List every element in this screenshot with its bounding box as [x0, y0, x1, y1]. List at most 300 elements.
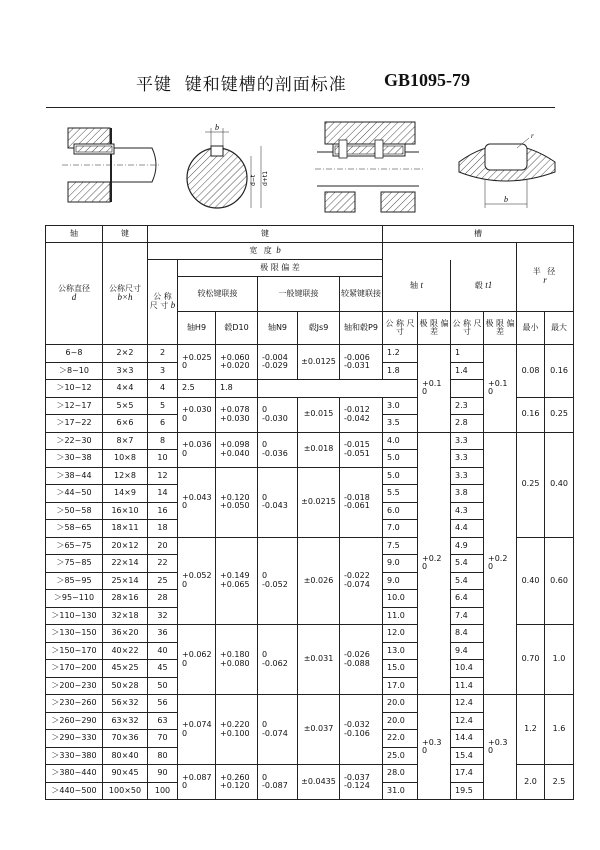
header-width: 宽 度 b [148, 243, 383, 260]
cell-width: 18 [148, 520, 178, 538]
cell-r-min: 1.2 [517, 695, 545, 765]
cell-t1: 2.3 [451, 397, 484, 415]
cell-t1: 17.4 [451, 765, 484, 783]
cell-t-tol [418, 432, 451, 695]
header-hub-depth: 毂 t1 [451, 260, 517, 312]
cell-diameter: ＞58~65 [46, 520, 103, 538]
cell-key-size: 80×40 [103, 747, 148, 765]
header-t-limit: 极 限 偏 差 [418, 312, 451, 345]
cell-n9-upper: 0 [262, 650, 268, 660]
cell-t: 10.0 [383, 590, 418, 608]
cell-diameter: ＞110~130 [46, 607, 103, 625]
cell-p9-upper: -0.032 [344, 720, 370, 730]
cell-r-min: 0.16 [517, 397, 545, 432]
cell-js9: ±0.0125 [298, 345, 340, 380]
table-header [46, 226, 574, 345]
cell-p9-upper: -0.012 [344, 405, 370, 415]
cell-t-tol-lower: 0 [422, 562, 428, 572]
cell-r-min: 0.40 [517, 537, 545, 625]
cell-diameter: 6~8 [46, 345, 103, 363]
cell-t1: 15.4 [451, 747, 484, 765]
cell-key-size: 45×25 [103, 660, 148, 678]
cell-t-tol-lower: 0 [422, 746, 428, 755]
cell-r-max: 2.5 [545, 765, 574, 800]
cell-diameter: ＞380~440 [46, 765, 103, 783]
cell-h9-lower: 0 [182, 501, 188, 510]
table-row [46, 695, 574, 713]
cell-h9-lower: 0 [182, 781, 188, 790]
cell-r-max: 0.40 [545, 432, 574, 537]
cell-t1: 4.4 [451, 520, 484, 538]
cell-t1: 8.4 [451, 625, 484, 643]
cell-d10-lower: +0.100 [220, 728, 250, 738]
cell-h9-upper: +0.043 [182, 492, 212, 502]
cell-p9-lower: -0.074 [344, 579, 370, 589]
cell-n9 [258, 397, 298, 432]
header-depth-spacer [383, 243, 517, 260]
cell-d10 [216, 695, 258, 765]
cell-key-size: 90×45 [103, 765, 148, 783]
cell-d10-upper: +0.180 [220, 650, 250, 660]
label-d-t: d−t [250, 174, 257, 186]
cell-r-max: 1.6 [545, 695, 574, 765]
header-keyway: 键 [148, 226, 383, 243]
cell-d10-upper: +0.078 [220, 405, 250, 415]
cell-t: 3.0 [383, 397, 418, 415]
cell-h9 [178, 537, 216, 625]
cell-h9-upper: +0.087 [182, 772, 212, 782]
header-nominal-dia: 公称直径 d [46, 243, 103, 345]
cell-p9-lower: -0.051 [344, 448, 370, 458]
cell-width: 45 [148, 660, 178, 678]
cell-h9-lower: 0 [182, 448, 188, 458]
cell-diameter: ＞17~22 [46, 415, 103, 433]
cell-h9 [178, 345, 216, 380]
cell-key-size: 6×6 [103, 415, 148, 433]
cell-t: 7.5 [383, 537, 418, 555]
cell-d10-upper: +0.060 [220, 352, 250, 362]
cell-d10 [216, 345, 258, 380]
cell-t1: 5.4 [451, 572, 484, 590]
cell-p9-lower: -0.088 [344, 658, 370, 668]
cell-t1-tol [484, 695, 517, 800]
cell-width: 22 [148, 555, 178, 573]
cell-d10-upper: +0.098 [220, 440, 250, 450]
cell-t: 22.0 [383, 730, 418, 748]
cell-diameter: ＞85~95 [46, 572, 103, 590]
cell-t: 20.0 [383, 695, 418, 713]
cell-r-min: 2.0 [517, 765, 545, 800]
header-nominal-b: 公 称 尺 寸 b [148, 260, 178, 345]
cell-n9-lower: -0.036 [262, 448, 288, 458]
header-max: 最大 [545, 312, 574, 345]
cell-t1: 1.8 [216, 380, 258, 398]
cell-n9 [258, 695, 298, 765]
figure-key-detail [455, 120, 565, 215]
cell-h9 [178, 765, 216, 800]
cell-diameter: ＞65~75 [46, 537, 103, 555]
cell-key-size: 4×4 [103, 380, 148, 398]
cell-t: 3.5 [383, 415, 418, 433]
header-loose: 较松键联接 [178, 277, 258, 312]
cell-key-size: 18×11 [103, 520, 148, 538]
cell-t1-tol-lower: 0 [488, 387, 494, 397]
cell-width: 50 [148, 677, 178, 695]
cell-d10 [216, 537, 258, 625]
cell-t1: 4.9 [451, 537, 484, 555]
cell-d10-upper: +0.120 [220, 492, 250, 502]
cell-t: 1.8 [383, 362, 418, 380]
cell-t1: 7.4 [451, 607, 484, 625]
cell-n9-upper: 0 [262, 492, 268, 502]
cell-t-tol [418, 695, 451, 800]
cell-r-min: 0.08 [517, 345, 545, 398]
cell-key-size: 12×8 [103, 467, 148, 485]
cell-t: 25.0 [383, 747, 418, 765]
header-min: 最小 [517, 312, 545, 345]
cell-key-size: 14×9 [103, 485, 148, 503]
cell-key-size: 22×14 [103, 555, 148, 573]
cell-n9 [258, 467, 298, 537]
cell-p9 [340, 537, 383, 625]
cell-key-size: 70×36 [103, 730, 148, 748]
cell-width: 40 [148, 642, 178, 660]
cell-diameter: ＞44~50 [46, 485, 103, 503]
cell-width: 12 [148, 467, 178, 485]
cell-t: 6.0 [383, 502, 418, 520]
cell-p9-upper: -0.022 [344, 571, 370, 581]
cell-key-size: 3×3 [103, 362, 148, 380]
cell-h9 [178, 397, 216, 432]
cell-key-size: 100×50 [103, 782, 148, 800]
cell-diameter: ＞8~10 [46, 362, 103, 380]
cell-key-size: 2×2 [103, 345, 148, 363]
table-row [46, 345, 574, 363]
cell-diameter: ＞200~230 [46, 677, 103, 695]
cell-width: 70 [148, 730, 178, 748]
cell-diameter: ＞38~44 [46, 467, 103, 485]
cell-t1: 6.4 [451, 590, 484, 608]
cell-n9-lower: -0.087 [262, 781, 288, 790]
cell-d10-lower: +0.030 [220, 413, 250, 423]
cell-p9-upper: -0.006 [344, 352, 370, 362]
cell-js9: ±0.018 [298, 432, 340, 467]
cell-t1: 1.4 [451, 362, 484, 380]
cell-diameter: ＞260~290 [46, 712, 103, 730]
cell-key-size: 16×10 [103, 502, 148, 520]
cell-key-size: 20×12 [103, 537, 148, 555]
cell-n9-upper: 0 [262, 772, 268, 782]
cell-t1: 12.4 [451, 712, 484, 730]
header-tight: 较紧键联接 [340, 277, 383, 312]
cell-diameter: ＞12~17 [46, 397, 103, 415]
cell-width: 56 [148, 695, 178, 713]
cell-t1: 2.8 [451, 415, 484, 433]
cell-width: 63 [148, 712, 178, 730]
cell-diameter: ＞95~110 [46, 590, 103, 608]
cell-h9-lower: 0 [182, 658, 188, 668]
keyway-table [45, 225, 574, 800]
cell-key-size: 56×32 [103, 695, 148, 713]
cell-width: 25 [148, 572, 178, 590]
cell-js9: ±0.0215 [298, 467, 340, 537]
cell-key-size: 10×8 [103, 450, 148, 468]
cell-t-tol-lower: 0 [422, 387, 428, 397]
title-divider [46, 107, 555, 108]
cell-t1: 1 [451, 345, 484, 363]
cell-t1: 3.3 [451, 467, 484, 485]
cell-t-tol [418, 345, 451, 433]
cell-r-max: 0.25 [545, 397, 574, 432]
cell-n9 [258, 432, 298, 467]
cell-n9 [258, 345, 298, 380]
cell-diameter: ＞440~500 [46, 782, 103, 800]
cell-d10-lower: +0.050 [220, 501, 250, 510]
cell-t1-tol-upper: +0.2 [488, 553, 508, 563]
header-t1-nominal: 公 称 尺 寸 [451, 312, 484, 345]
cell-width: 3 [148, 362, 178, 380]
cell-t: 1.2 [383, 345, 418, 363]
cell-diameter: ＞30~38 [46, 450, 103, 468]
cell-t: 17.0 [383, 677, 418, 695]
header-t1-limit: 极 限 偏 差 [484, 312, 517, 345]
cell-n9-upper: 0 [262, 440, 268, 450]
cell-p9-lower: -0.031 [344, 361, 370, 370]
cell-t: 5.0 [383, 450, 418, 468]
cell-width: 4 [148, 380, 178, 398]
cell-diameter: ＞170~200 [46, 660, 103, 678]
cell-t: 7.0 [383, 520, 418, 538]
figure-shaft-side [60, 120, 170, 215]
cell-d10-lower: +0.020 [220, 361, 250, 370]
header-shaft: 轴 [46, 226, 103, 243]
cell-p9-lower: -0.106 [344, 728, 370, 738]
cell-p9-lower: -0.061 [344, 501, 370, 510]
cell-key-size: 25×14 [103, 572, 148, 590]
figure-assembly [315, 120, 425, 215]
cell-p9 [340, 432, 383, 467]
cell-n9 [258, 537, 298, 625]
cell-t: 5.0 [383, 467, 418, 485]
cell-r-max: 1.0 [545, 625, 574, 695]
header-hub-js9: 毂Js9 [298, 312, 340, 345]
cell-d10-lower: +0.080 [220, 658, 250, 668]
cell-key-size: 63×32 [103, 712, 148, 730]
header-slot: 槽 [383, 226, 574, 243]
cell-width: 100 [148, 782, 178, 800]
header-nominal-size: 公称尺寸 b×h [103, 243, 148, 345]
figures [40, 120, 570, 220]
cell-t: 20.0 [383, 712, 418, 730]
cell-key-size: 40×22 [103, 642, 148, 660]
cell-key-size: 32×18 [103, 607, 148, 625]
cell-t1: 11.4 [451, 677, 484, 695]
cell-t1-tol-lower: 0 [488, 562, 494, 572]
cell-p9-upper: -0.026 [344, 650, 370, 660]
cell-t: 9.0 [383, 555, 418, 573]
label-r: r [531, 132, 534, 140]
cell-width: 14 [148, 485, 178, 503]
cell-js9: ±0.031 [298, 625, 340, 695]
label-d-t1: d+t1 [262, 170, 269, 186]
cell-h9-upper: +0.074 [182, 720, 212, 730]
label-b2: b [504, 195, 508, 204]
cell-width: 5 [148, 397, 178, 415]
cell-d10 [216, 625, 258, 695]
cell-n9-lower: -0.043 [262, 501, 288, 510]
table-row [46, 432, 574, 450]
cell-width: 28 [148, 590, 178, 608]
cell-t1: 4.3 [451, 502, 484, 520]
cell-p9 [340, 765, 383, 800]
cell-t1: 5.4 [451, 555, 484, 573]
header-shaft-depth: 轴 t [383, 260, 451, 312]
cell-h9-upper: +0.062 [182, 650, 212, 660]
header-radius: 半 径 r [517, 243, 574, 312]
cell-diameter: ＞230~260 [46, 695, 103, 713]
cell-p9-upper: -0.037 [344, 772, 370, 782]
cell-n9 [258, 765, 298, 800]
cell-n9-lower: -0.030 [262, 413, 288, 423]
cell-key-size: 28×16 [103, 590, 148, 608]
cell-diameter: ＞22~30 [46, 432, 103, 450]
cell-d10 [216, 467, 258, 537]
cell-width: 32 [148, 607, 178, 625]
cell-n9-upper: -0.004 [262, 352, 288, 362]
title-row [0, 70, 600, 96]
cell-h9 [178, 695, 216, 765]
label-b: b [215, 123, 219, 132]
cell-width: 80 [148, 747, 178, 765]
cell-t1: 19.5 [451, 782, 484, 800]
header-normal: 一般键联接 [258, 277, 340, 312]
header-shaft-n9: 轴N9 [258, 312, 298, 345]
header-hub-d10: 毂D10 [216, 312, 258, 345]
cell-n9-upper: 0 [262, 405, 268, 415]
cell-key-size: 5×5 [103, 397, 148, 415]
header-shaft-h9: 轴H9 [178, 312, 216, 345]
cell-t1-tol [484, 345, 517, 433]
cell-t: 28.0 [383, 765, 418, 783]
cell-t: 9.0 [383, 572, 418, 590]
cell-t-tol-upper: +0.3 [422, 737, 442, 747]
cell-width: 8 [148, 432, 178, 450]
figure-cross-section [175, 120, 275, 220]
cell-p9-lower: -0.042 [344, 413, 370, 423]
cell-h9-lower: 0 [182, 579, 188, 589]
cell-t: 15.0 [383, 660, 418, 678]
cell-js9: ±0.0435 [298, 765, 340, 800]
cell-p9 [340, 695, 383, 765]
cell-n9-lower: -0.074 [262, 728, 288, 738]
cell-t1: 10.4 [451, 660, 484, 678]
cell-t1: 12.4 [451, 695, 484, 713]
cell-t: 2.5 [178, 380, 216, 398]
cell-p9-lower: -0.124 [344, 781, 370, 790]
cell-js9: ±0.026 [298, 537, 340, 625]
cell-t1: 3.8 [451, 485, 484, 503]
header-shaft-hub-p9: 轴和毂P9 [340, 312, 383, 345]
cell-h9-lower: 0 [182, 361, 188, 370]
standard-code: GB1095-79 [384, 70, 471, 90]
cell-p9 [340, 625, 383, 695]
cell-n9 [258, 625, 298, 695]
cell-n9-lower: -0.029 [262, 361, 288, 370]
cell-h9 [178, 625, 216, 695]
cell-h9-upper: +0.052 [182, 571, 212, 581]
cell-t: 31.0 [383, 782, 418, 800]
cell-t1: 9.4 [451, 642, 484, 660]
cell-d10-lower: +0.040 [220, 448, 250, 458]
cell-d10-upper: +0.220 [220, 720, 250, 730]
cell-js9: ±0.015 [298, 397, 340, 432]
cell-p9 [340, 467, 383, 537]
cell-width: 6 [148, 415, 178, 433]
cell-t1-tol [484, 432, 517, 695]
cell-n9-upper: 0 [262, 720, 268, 730]
cell-p9-upper: -0.015 [344, 440, 370, 450]
cell-t: 13.0 [383, 642, 418, 660]
cell-t1: 3.3 [451, 432, 484, 450]
cell-diameter: ＞75~85 [46, 555, 103, 573]
header-tolerance: 极 限 偏 差 [178, 260, 383, 277]
cell-diameter: ＞150~170 [46, 642, 103, 660]
cell-d10-upper: +0.260 [220, 772, 250, 782]
cell-t: 4.0 [383, 432, 418, 450]
cell-key-size: 36×20 [103, 625, 148, 643]
cell-h9 [178, 467, 216, 537]
cell-diameter: ＞290~330 [46, 730, 103, 748]
cell-h9-upper: +0.025 [182, 352, 212, 362]
cell-width: 10 [148, 450, 178, 468]
cell-t1: 14.4 [451, 730, 484, 748]
cell-diameter: ＞330~380 [46, 747, 103, 765]
cell-width: 36 [148, 625, 178, 643]
cell-t: 5.5 [383, 485, 418, 503]
cell-n9-upper: 0 [262, 571, 268, 581]
cell-d10 [216, 765, 258, 800]
cell-diameter: ＞10~12 [46, 380, 103, 398]
cell-key-size: 50×28 [103, 677, 148, 695]
cell-t1-tol-upper: +0.1 [488, 378, 508, 388]
cell-t1-tol-lower: 0 [488, 746, 494, 755]
cell-h9-upper: +0.036 [182, 440, 212, 450]
cell-r-max: 0.16 [545, 345, 574, 398]
cell-width: 16 [148, 502, 178, 520]
table-body [46, 345, 574, 800]
cell-h9-lower: 0 [182, 728, 188, 738]
cell-t: 11.0 [383, 607, 418, 625]
cell-d10 [216, 397, 258, 432]
cell-n9-lower: -0.052 [262, 579, 288, 589]
cell-width: 2 [148, 345, 178, 363]
header-t-nominal: 公 称 尺 寸 [383, 312, 418, 345]
cell-d10-lower: +0.065 [220, 579, 250, 589]
page-title: 平键 键和键槽的剖面标准 [136, 75, 347, 95]
cell-diameter: ＞130~150 [46, 625, 103, 643]
cell-width: 90 [148, 765, 178, 783]
cell-h9 [178, 432, 216, 467]
cell-t-tol-upper: +0.1 [422, 378, 442, 388]
cell-js9: ±0.037 [298, 695, 340, 765]
cell-t1-tol-upper: +0.3 [488, 737, 508, 747]
cell-p9-upper: -0.018 [344, 492, 370, 502]
header-key: 键 [103, 226, 148, 243]
cell-p9 [340, 397, 383, 432]
cell-key-size: 8×7 [103, 432, 148, 450]
cell-d10-upper: +0.149 [220, 571, 250, 581]
cell-h9-upper: +0.030 [182, 405, 212, 415]
